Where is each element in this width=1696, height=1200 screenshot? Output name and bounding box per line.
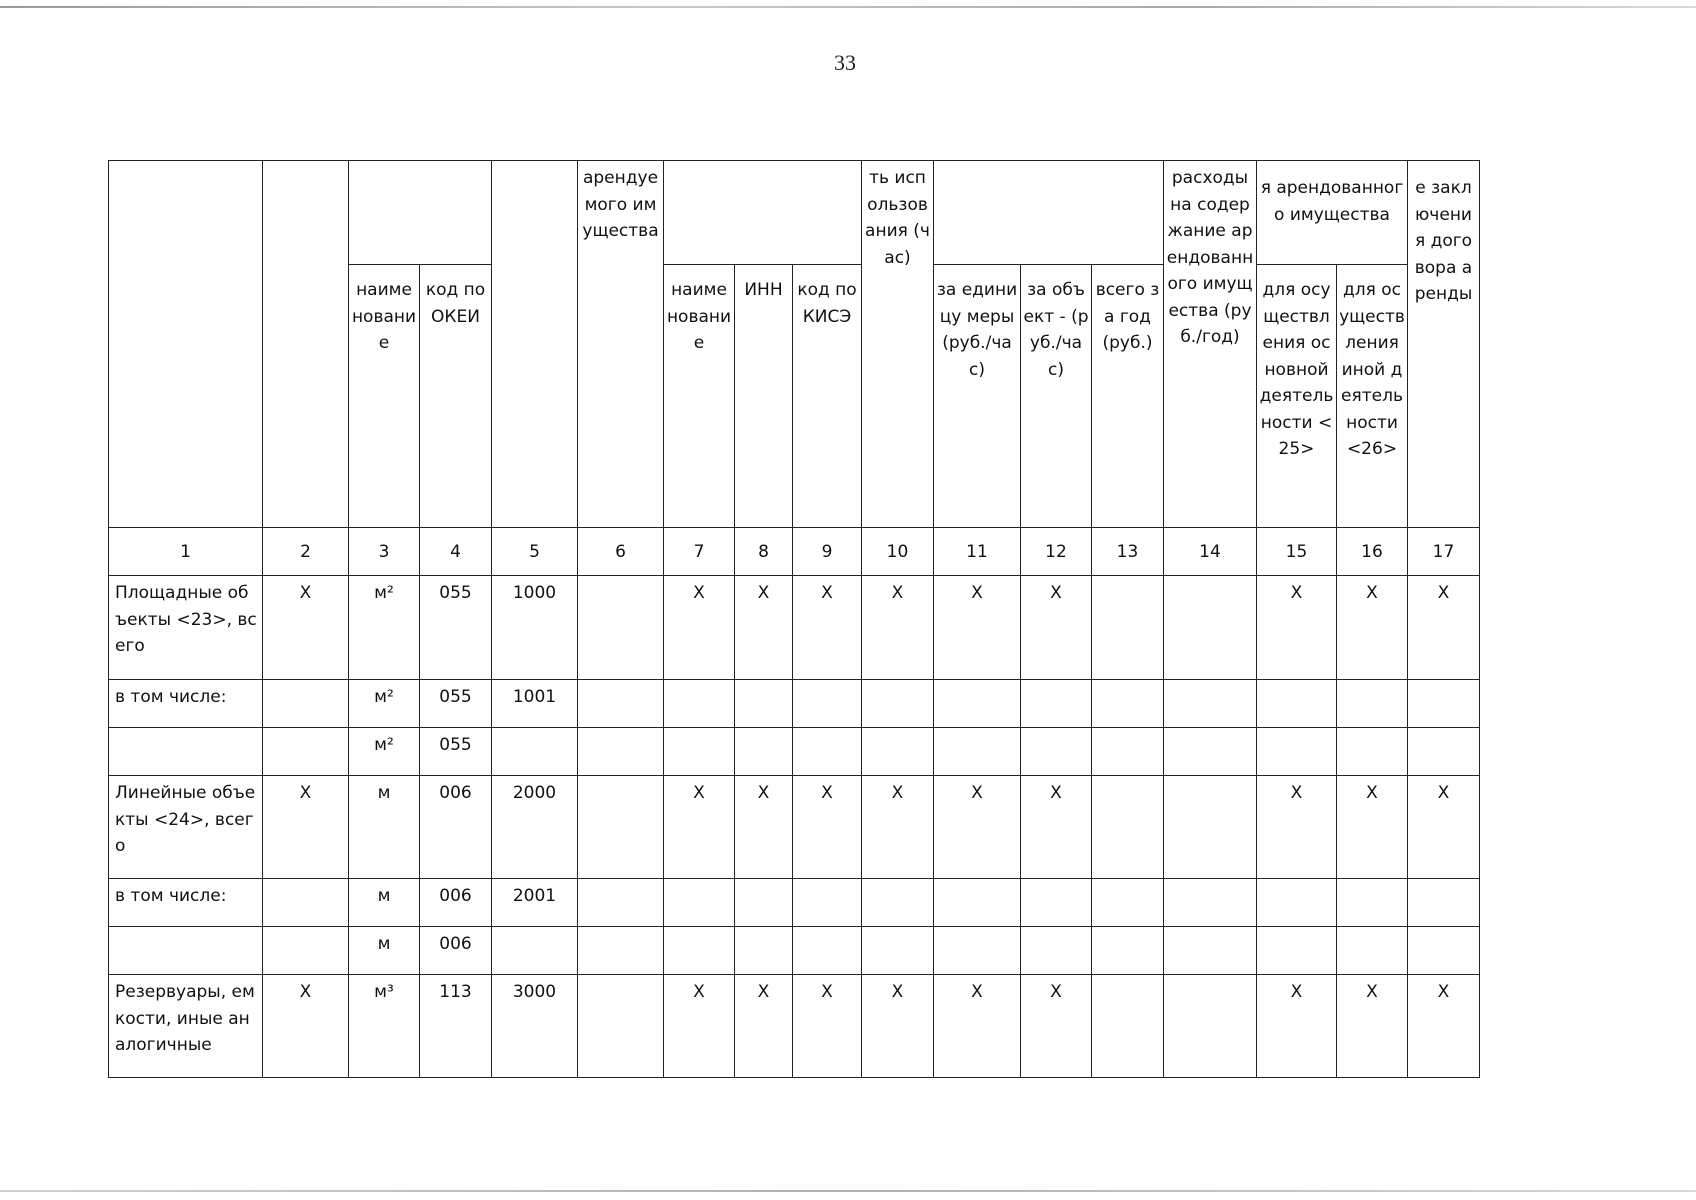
table-cell xyxy=(578,576,664,680)
data-table xyxy=(108,160,1480,1078)
table-cell: X xyxy=(1408,776,1480,879)
table-cell: X xyxy=(793,576,862,680)
table-cell: 055 xyxy=(420,680,492,728)
header-cell-col6: арендуемого имущества xyxy=(578,161,664,528)
table-cell: X xyxy=(862,576,934,680)
table-cell xyxy=(1337,879,1408,927)
table-cell: 1001 xyxy=(492,680,578,728)
table-cell xyxy=(1092,927,1164,975)
table-cell: 2001 xyxy=(492,879,578,927)
header-cell-col10: ть использования (час) xyxy=(862,161,934,528)
table-cell: X xyxy=(664,975,735,1078)
table-cell: м³ xyxy=(349,975,420,1078)
table-cell xyxy=(492,728,578,776)
table-cell xyxy=(664,680,735,728)
table-cell: X xyxy=(934,576,1021,680)
table-cell xyxy=(263,879,349,927)
table-cell: X xyxy=(263,776,349,879)
table-cell: X xyxy=(1021,576,1092,680)
table-cell xyxy=(1092,728,1164,776)
header-cell-col15-16-group: я арендованного имущества xyxy=(1257,161,1408,265)
column-number: 1 xyxy=(109,528,263,576)
table-cell xyxy=(578,728,664,776)
table-cell: X xyxy=(664,776,735,879)
table-cell: X xyxy=(263,576,349,680)
table-cell xyxy=(934,680,1021,728)
table-row xyxy=(109,776,1480,879)
table-cell xyxy=(1337,728,1408,776)
table-cell: X xyxy=(1021,975,1092,1078)
table-cell xyxy=(1408,680,1480,728)
table-cell: X xyxy=(263,975,349,1078)
table-cell: X xyxy=(862,776,934,879)
table-cell: м² xyxy=(349,680,420,728)
table-cell xyxy=(1092,879,1164,927)
row-label: Площадные объекты <23>, всего xyxy=(109,576,263,680)
column-number: 16 xyxy=(1337,528,1408,576)
column-number: 14 xyxy=(1164,528,1257,576)
table-cell: 006 xyxy=(420,927,492,975)
table-cell: 055 xyxy=(420,576,492,680)
row-label: Резервуары, емкости, иные аналогичные xyxy=(109,975,263,1078)
header-cell-col14: расходы на содержание арендованного имущества (руб./год) xyxy=(1164,161,1257,528)
table-cell: X xyxy=(735,576,793,680)
table-cell xyxy=(492,927,578,975)
table-cell xyxy=(1337,680,1408,728)
table-cell xyxy=(1164,776,1257,879)
header-cell-col15: для осуществления основной деятельности <25> xyxy=(1257,265,1337,528)
table-cell xyxy=(1164,975,1257,1078)
table-cell xyxy=(862,680,934,728)
table-cell xyxy=(793,879,862,927)
table-row xyxy=(109,879,1480,927)
table-cell xyxy=(1337,927,1408,975)
table-cell xyxy=(934,728,1021,776)
table-cell xyxy=(1257,680,1337,728)
header-cell-col11: за единицу меры (руб./час) xyxy=(934,265,1021,528)
header-cell-col1 xyxy=(109,161,263,528)
table-cell: X xyxy=(1257,576,1337,680)
table-cell xyxy=(934,879,1021,927)
table-cell: X xyxy=(862,975,934,1078)
column-number: 17 xyxy=(1408,528,1480,576)
table-cell xyxy=(862,728,934,776)
column-number: 3 xyxy=(349,528,420,576)
table-body xyxy=(109,576,1480,1078)
table-cell: м² xyxy=(349,728,420,776)
table-cell: X xyxy=(664,576,735,680)
table-cell: X xyxy=(934,776,1021,879)
table-cell xyxy=(1092,975,1164,1078)
column-number: 7 xyxy=(664,528,735,576)
scan-edge-bottom xyxy=(0,1190,1696,1192)
table-cell: X xyxy=(1021,776,1092,879)
table-cell xyxy=(735,680,793,728)
table-cell xyxy=(1257,879,1337,927)
table-row xyxy=(109,728,1480,776)
table-cell xyxy=(1092,576,1164,680)
table-cell xyxy=(1164,680,1257,728)
table-cell: 3000 xyxy=(492,975,578,1078)
page-number: 33 xyxy=(834,50,856,75)
table-cell: 006 xyxy=(420,776,492,879)
header-cell-col7-9-group xyxy=(664,161,862,265)
column-number: 11 xyxy=(934,528,1021,576)
table-cell xyxy=(664,927,735,975)
table-cell xyxy=(578,680,664,728)
table-cell xyxy=(1164,576,1257,680)
row-label: в том числе: xyxy=(109,680,263,728)
table-cell: X xyxy=(793,975,862,1078)
table-cell xyxy=(1408,879,1480,927)
table-cell: 055 xyxy=(420,728,492,776)
table-cell xyxy=(1021,728,1092,776)
table-cell xyxy=(1021,680,1092,728)
table-cell: 2000 xyxy=(492,776,578,879)
table-cell xyxy=(1164,728,1257,776)
row-label: в том числе: xyxy=(109,879,263,927)
table-row xyxy=(109,576,1480,680)
header-cell-col3-4-group xyxy=(349,161,492,265)
table-cell: X xyxy=(1337,975,1408,1078)
table-cell xyxy=(735,728,793,776)
scan-edge-top xyxy=(0,6,1696,8)
table-cell xyxy=(862,927,934,975)
table-cell xyxy=(578,776,664,879)
table-cell xyxy=(578,975,664,1078)
column-number: 13 xyxy=(1092,528,1164,576)
column-number: 12 xyxy=(1021,528,1092,576)
table-row xyxy=(109,927,1480,975)
table-row xyxy=(109,680,1480,728)
column-number: 6 xyxy=(578,528,664,576)
header-cell-col7: наименование xyxy=(664,265,735,528)
header-cell-col5 xyxy=(492,161,578,528)
table-cell xyxy=(735,927,793,975)
table-cell: X xyxy=(1408,576,1480,680)
table-cell: X xyxy=(1337,576,1408,680)
header-cell-col8: ИНН xyxy=(735,265,793,528)
table-row xyxy=(109,975,1480,1078)
table-cell: X xyxy=(735,975,793,1078)
table-cell xyxy=(1021,879,1092,927)
table-cell: X xyxy=(1408,975,1480,1078)
table-cell xyxy=(1257,927,1337,975)
table-cell xyxy=(862,879,934,927)
row-label xyxy=(109,927,263,975)
table-cell: м² xyxy=(349,576,420,680)
table-cell xyxy=(664,879,735,927)
table-cell: X xyxy=(1337,776,1408,879)
table-cell xyxy=(793,680,862,728)
header-cell-col16: для осуществления иной деятельности <26> xyxy=(1337,265,1408,528)
table-cell xyxy=(793,927,862,975)
table-cell: 113 xyxy=(420,975,492,1078)
table-cell: X xyxy=(735,776,793,879)
table-cell: м xyxy=(349,776,420,879)
table-cell xyxy=(1164,927,1257,975)
header-cell-col9: код по КИСЭ xyxy=(793,265,862,528)
table-cell xyxy=(735,879,793,927)
table-cell xyxy=(263,680,349,728)
header-cell-col11-13-group xyxy=(934,161,1164,265)
column-number: 9 xyxy=(793,528,862,576)
table-cell xyxy=(1408,927,1480,975)
table-cell xyxy=(793,728,862,776)
column-number: 8 xyxy=(735,528,793,576)
column-number: 5 xyxy=(492,528,578,576)
table-cell: X xyxy=(1257,776,1337,879)
table-cell xyxy=(1021,927,1092,975)
table-cell xyxy=(263,927,349,975)
header-cell-col12: за объект - (руб./час) xyxy=(1021,265,1092,528)
table-cell: X xyxy=(1257,975,1337,1078)
table-cell: м xyxy=(349,879,420,927)
column-number: 10 xyxy=(862,528,934,576)
table-cell xyxy=(1164,879,1257,927)
table-cell xyxy=(1408,728,1480,776)
table-cell: 1000 xyxy=(492,576,578,680)
table-cell xyxy=(578,927,664,975)
header-cell-col4: код по ОКЕИ xyxy=(420,265,492,528)
table-cell: X xyxy=(934,975,1021,1078)
table-cell: м xyxy=(349,927,420,975)
header-cell-col13: всего за год (руб.) xyxy=(1092,265,1164,528)
row-label xyxy=(109,728,263,776)
table-cell xyxy=(578,879,664,927)
table-cell xyxy=(1092,776,1164,879)
column-number: 15 xyxy=(1257,528,1337,576)
header-cell-col2 xyxy=(263,161,349,528)
table-cell xyxy=(1257,728,1337,776)
table-cell xyxy=(934,927,1021,975)
table-cell xyxy=(263,728,349,776)
column-number: 2 xyxy=(263,528,349,576)
header-cell-col3: наименование xyxy=(349,265,420,528)
row-label: Линейные объекты <24>, всего xyxy=(109,776,263,879)
header-cell-col17: е заключения договора аренды xyxy=(1408,161,1480,528)
table-cell: 006 xyxy=(420,879,492,927)
table-cell xyxy=(664,728,735,776)
table-cell xyxy=(1092,680,1164,728)
column-number: 4 xyxy=(420,528,492,576)
table-cell: X xyxy=(793,776,862,879)
